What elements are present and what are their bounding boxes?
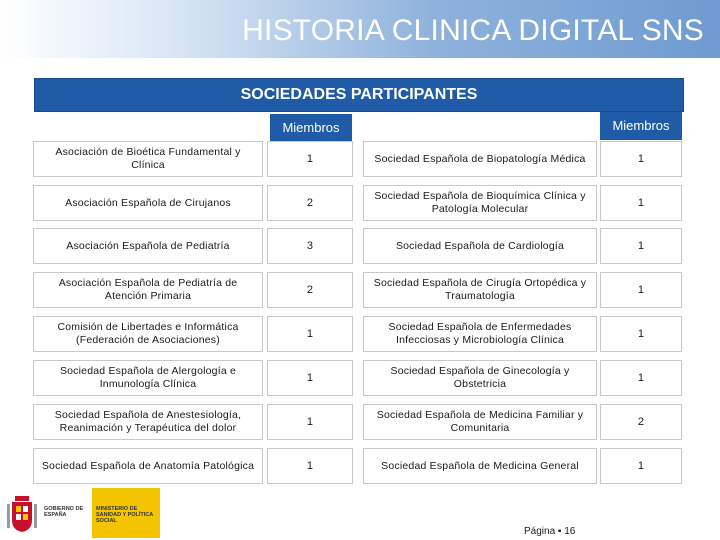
society-name-cell: Asociación Española de Pediatría de Atención Primaria xyxy=(33,272,263,308)
government-logo xyxy=(4,488,158,538)
miembros-header-right: Miembros xyxy=(600,112,682,140)
society-name-cell: Sociedad Española de Enfermedades Infecciosas y Microbiología Clínica xyxy=(363,316,597,352)
society-name-cell: Asociación de Bioética Fundamental y Clínica xyxy=(33,141,263,177)
society-name-cell: Sociedad Española de Medicina General xyxy=(363,448,597,484)
society-name-cell: Sociedad Española de Anatomía Patológica xyxy=(33,448,263,484)
society-name-cell: Sociedad Española de Bioquímica Clínica y Patología Molecular xyxy=(363,185,597,221)
member-count-cell: 1 xyxy=(600,141,682,177)
member-count-cell: 1 xyxy=(267,404,353,440)
logo-ministry-text: MINISTERIO DE SANIDAD Y POLÍTICA SOCIAL xyxy=(96,506,154,524)
member-count-cell: 1 xyxy=(600,185,682,221)
coat-of-arms-icon xyxy=(6,494,38,534)
member-count-cell: 2 xyxy=(267,272,353,308)
society-name-cell: Sociedad Española de Alergología e Inmunología Clínica xyxy=(33,360,263,396)
society-name-cell: Comisión de Libertades e Informática (Federación de Asociaciones) xyxy=(33,316,263,352)
member-count-cell: 1 xyxy=(267,448,353,484)
society-name-cell: Sociedad Española de Medicina Familiar y Comunitaria xyxy=(363,404,597,440)
member-count-cell: 1 xyxy=(600,228,682,264)
member-count-cell: 1 xyxy=(267,316,353,352)
member-count-cell: 1 xyxy=(600,316,682,352)
society-name-cell: Sociedad Española de Anestesiología, Reanimación y Terapéutica del dolor xyxy=(33,404,263,440)
member-count-cell: 3 xyxy=(267,228,353,264)
member-count-cell: 2 xyxy=(600,404,682,440)
society-name-cell: Asociación Española de Pediatría xyxy=(33,228,263,264)
miembros-header-left: Miembros xyxy=(270,114,352,142)
member-count-cell: 1 xyxy=(600,448,682,484)
society-name-cell: Sociedad Española de Cirugía Ortopédica y Traumatología xyxy=(363,272,597,308)
member-count-cell: 1 xyxy=(600,360,682,396)
member-count-cell: 1 xyxy=(600,272,682,308)
society-name-cell: Sociedad Española de Ginecología y Obstetricia xyxy=(363,360,597,396)
logo-government-text: GOBIERNO DE ESPAÑA xyxy=(44,506,84,518)
member-count-cell: 1 xyxy=(267,141,353,177)
page-title: HISTORIA CLINICA DIGITAL SNS xyxy=(242,14,704,47)
page-number: Página ▪ 16 xyxy=(524,526,576,537)
society-name-cell: Asociación Española de Cirujanos xyxy=(33,185,263,221)
section-header: SOCIEDADES PARTICIPANTES xyxy=(34,78,684,112)
member-count-cell: 1 xyxy=(267,360,353,396)
society-name-cell: Sociedad Española de Biopatología Médica xyxy=(363,141,597,177)
society-name-cell: Sociedad Española de Cardiología xyxy=(363,228,597,264)
member-count-cell: 2 xyxy=(267,185,353,221)
